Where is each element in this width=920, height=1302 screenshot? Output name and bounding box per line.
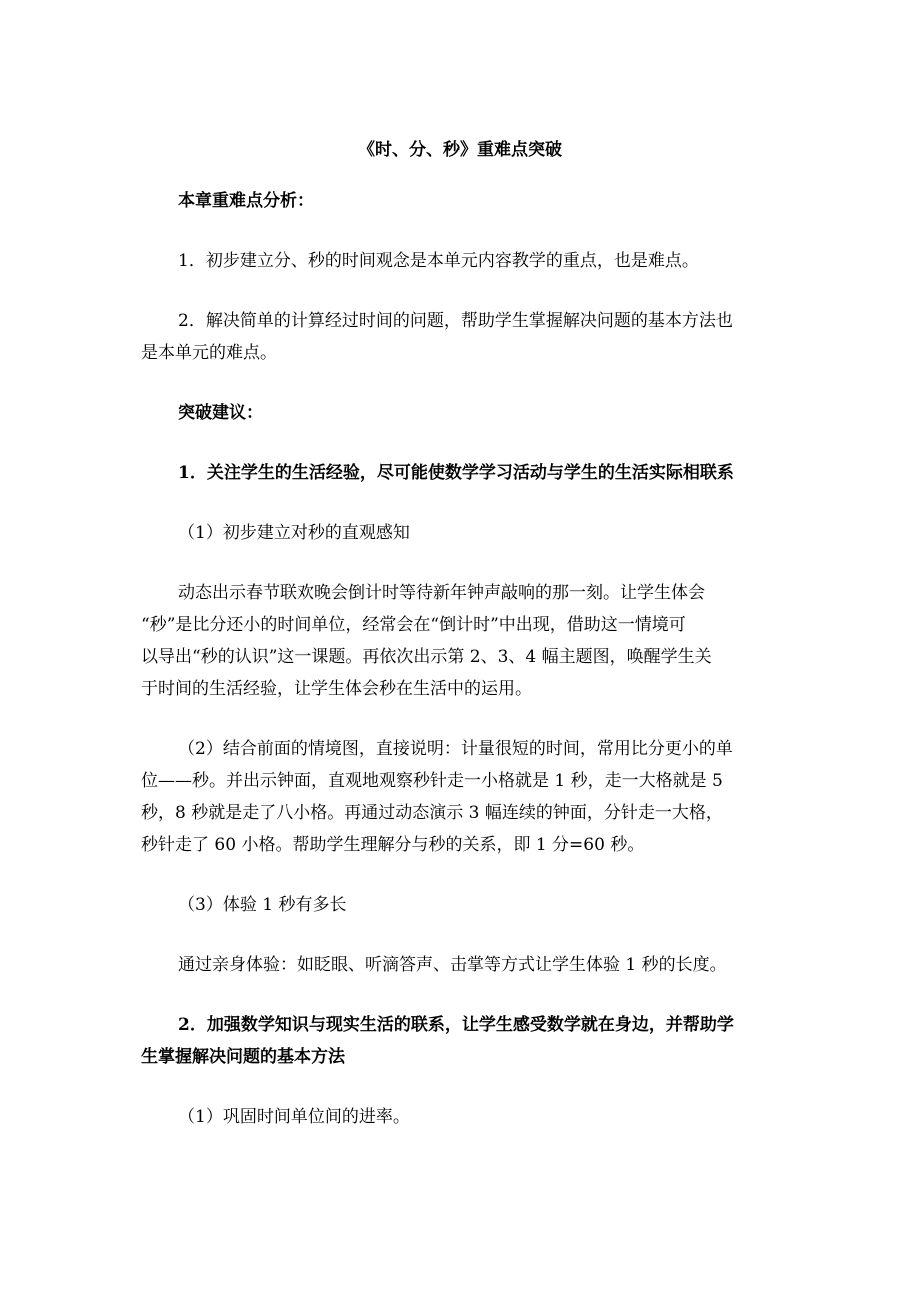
document-title: 《时、分、秒》重难点突破	[358, 140, 562, 160]
section1-item1-para-line: 于时间的生活经验，让学生体会秒在生活中的运用。	[141, 679, 532, 699]
section2-heading-line: 生掌握解决问题的基本方法	[141, 1047, 345, 1067]
section1-item3-title: （3）体验 1 秒有多长	[178, 895, 347, 915]
section2-heading-line: 2．加强数学知识与现实生活的联系，让学生感受数学就在身边，并帮助学	[178, 1015, 734, 1035]
section1-item2-para-line: 秒针走了 60 小格。帮助学生理解分与秒的关系，即 1 分=60 秒。	[141, 835, 645, 855]
section1-item2-para-line: 位——秒。并出示钟面，直观地观察秒针走一小格就是 1 秒，走一大格就是 5	[141, 771, 723, 791]
section1-heading: 1．关注学生的生活经验，尽可能使数学学习活动与学生的生活实际相联系	[178, 463, 734, 483]
section1-item3-para: 通过亲身体验：如眨眼、听滴答声、击掌等方式让学生体验 1 秒的长度。	[178, 955, 727, 975]
analysis-point-2: 2．解决简单的计算经过时间的问题，帮助学生掌握解决问题的基本方法也	[178, 311, 733, 331]
section1-item1-para-line: 以导出“秒的认识”这一课题。再依次出示第 2、3、4 幅主题图，唤醒学生关	[141, 647, 712, 667]
section1-item1-title: （1）初步建立对秒的直观感知	[178, 523, 410, 543]
section1-item2-para-line: 秒，8 秒就是走了八小格。再通过动态演示 3 幅连续的钟面，分针走一大格，	[141, 803, 723, 823]
analysis-point-2-cont: 是本单元的难点。	[141, 343, 277, 363]
section1-item1-para-line: “秒”是比分还小的时间单位，经常会在“倒计时”中出现，借助这一情境可	[141, 615, 686, 635]
section2-item1-title: （1）巩固时间单位间的进率。	[178, 1107, 410, 1127]
analysis-heading: 本章重难点分析：	[178, 191, 314, 211]
section1-item2-para-line: （2）结合前面的情境图，直接说明：计量很短的时间，常用比分更小的单	[178, 739, 733, 759]
analysis-point-1: 1．初步建立分、秒的时间观念是本单元内容教学的重点，也是难点。	[178, 251, 699, 271]
section1-item1-para-line: 动态出示春节联欢晚会倒计时等待新年钟声敲响的那一刻。让学生体会	[178, 583, 705, 603]
suggestion-heading: 突破建议：	[178, 403, 263, 423]
